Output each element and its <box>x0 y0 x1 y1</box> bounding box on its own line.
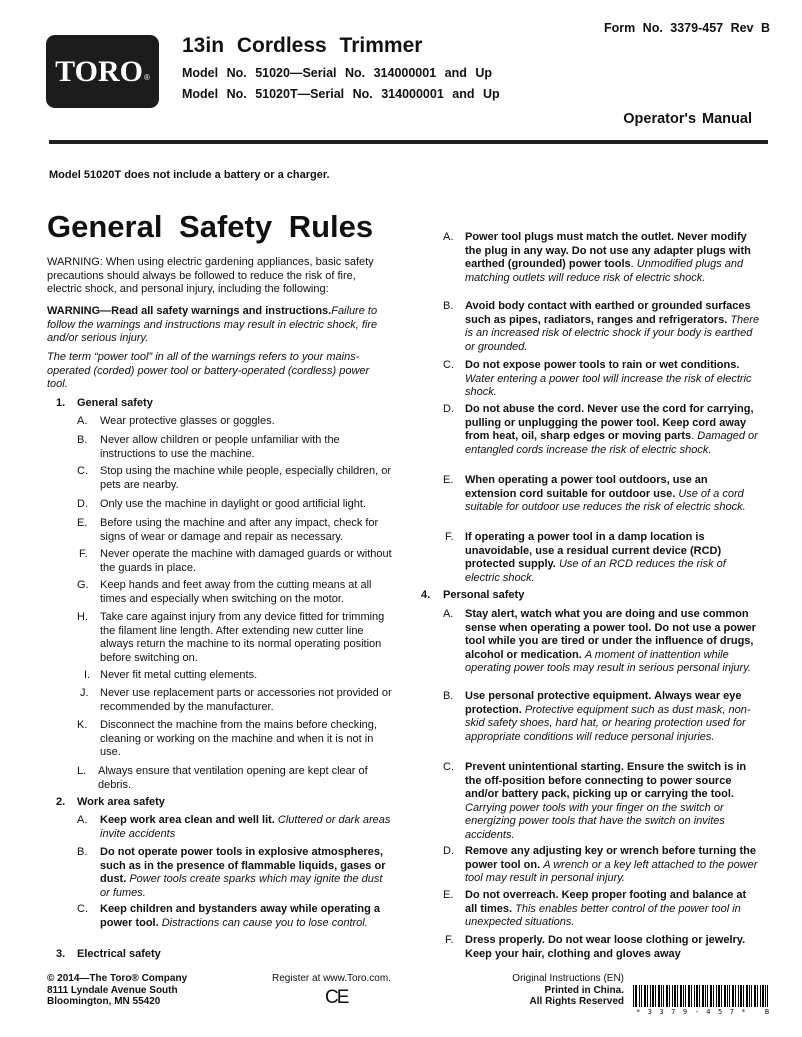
printed-in: Printed in China. <box>544 984 624 996</box>
section-4-number: 4. <box>421 589 431 601</box>
form-number: Form No. 3379-457 Rev B <box>603 21 770 35</box>
header-divider <box>49 140 768 144</box>
section-heading: General Safety Rules <box>47 209 374 244</box>
manual-type: Operator's Manual <box>623 111 752 127</box>
document-title: 13in Cordless Trimmer <box>182 34 423 57</box>
section-3-title: Electrical safety <box>77 948 161 960</box>
original-instructions: Original Instructions (EN) <box>512 973 624 984</box>
barcode-icon <box>633 985 768 1007</box>
intro-read-warnings <box>47 305 392 346</box>
model-line-2: Model No. 51020T—Serial No. 314000001 and Up <box>182 87 500 101</box>
intro-warning-text: WARNING: When using electric gardening appliances, basic safety precautions should always be followed to reduce the risk of fire, electric shock, and personal injury, including the following: <box>47 256 374 295</box>
barcode-number: *3379-457* B <box>636 1008 777 1016</box>
power-tool-term: The term “power tool” in all of the warnings refers to your mains-operated (corded) power tool or battery-operated (cordless) power tool. <box>47 351 370 390</box>
register-link[interactable]: Register at www.Toro.com. <box>272 973 391 984</box>
address-line-1: 8111 Lyndale Avenue South <box>47 984 178 996</box>
read-warnings-bold: WARNING—Read all safety warnings and instructions. <box>47 305 332 317</box>
intro-warning <box>47 256 392 297</box>
logo-registered-mark: ® <box>143 73 150 82</box>
footer-print-info <box>0 973 624 1008</box>
toro-logo <box>46 35 159 108</box>
logo-text: TORO <box>55 54 143 88</box>
section-1-title: General safety <box>77 397 153 409</box>
model-note: Model 51020T does not include a battery or a charger. <box>49 169 330 181</box>
section-2-number: 2. <box>56 796 66 808</box>
model-line-1: Model No. 51020—Serial No. 314000001 and Up <box>182 66 492 80</box>
section-3-number: 3. <box>56 948 66 960</box>
section-2-title: Work area safety <box>77 796 165 808</box>
address-line-2: Bloomington, MN 55420 <box>47 996 161 1007</box>
section-1-number: 1. <box>56 397 66 409</box>
section-4-title: Personal safety <box>443 589 525 601</box>
read-warnings-italic: Failure to follow the warnings and instructions may result in electric shock, fire and/or serious injury. <box>47 305 378 344</box>
copyright: © 2014—The Toro® Company <box>47 973 188 984</box>
ce-mark-icon: CE <box>325 987 348 1008</box>
all-rights: All Rights Reserved <box>529 996 624 1007</box>
